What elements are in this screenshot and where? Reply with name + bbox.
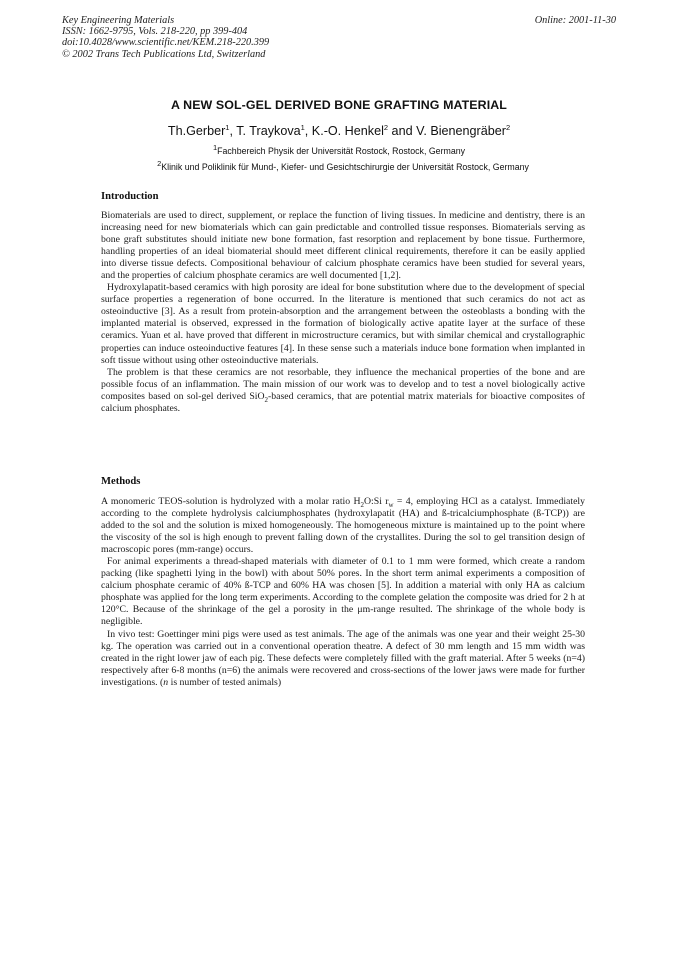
author-separator: ,	[229, 124, 237, 138]
intro-p3-text: The problem is that these ceramics are not resorbable, they influence the mechanical properties of the bone and are possible focus of an inflammation. The main mission of our work was to develop and to test a novel biologically active composites based on sol-gel derived SiO	[101, 366, 585, 402]
author-separator: and	[388, 124, 417, 138]
affiliation-1	[0, 143, 678, 156]
rw-subscript: w	[388, 500, 394, 509]
affiliation-text: Klinik und Poliklinik für Mund-, Kiefer- und Gesichtschirurgie der Universität Rostock, Germany	[161, 162, 529, 172]
methods-paragraph-3	[101, 629, 585, 689]
methods-heading: Methods	[101, 476, 141, 487]
author-affiliation-mark: 1	[300, 122, 305, 132]
introduction-heading: Introduction	[101, 191, 159, 202]
author-separator: ,	[304, 124, 312, 138]
doi-line[interactable]: doi:10.4028/www.scientific.net/KEM.218-220.399	[62, 37, 270, 49]
methods-section	[101, 496, 585, 689]
h2o-subscript: 2	[360, 500, 365, 509]
n-symbol: n	[163, 676, 169, 688]
methods-p1-text-mid: O:Si r	[364, 496, 389, 507]
author-name: K.-O. Henkel	[311, 124, 384, 138]
author-affiliation-mark: 2	[505, 122, 511, 132]
methods-paragraph-1	[101, 496, 585, 556]
sio2-subscript: 2	[264, 395, 269, 404]
author-list	[0, 124, 678, 138]
intro-p3-text-end: -based ceramics, that are potential matrix materials for bioactive composites of calcium phosphates.	[101, 390, 585, 414]
intro-paragraph-1: Biomaterials are used to direct, supplement, or replace the function of living tissues. In medicine and dentistry, there is an increasing need for new biomaterials which can gain predictable and controlled tissue responses. Biomaterials serving as bone graft substitutes should initiate new bone formation, fast resorption and replacement by bone tissue. Furthermore, handling properties of an ideal biomaterial should meet different clinical requirements, therefore it can be easily applied into diverse tissue defects. Compositional behaviour of calcium phosphate ceramics have been studied for several years, and the properties of calcium phosphate ceramics are well documented [1,2].	[101, 210, 585, 282]
methods-p3-text-end: is number of tested animals)	[168, 676, 282, 688]
paper-title: A NEW SOL-GEL DERIVED BONE GRAFTING MATERIAL	[171, 98, 507, 112]
methods-p1-text-end: = 4, employing HCl as a catalyst. Immediately according to the complete hydrolysis calciumphosphates (hydroxylapatit (HA) and ß-tricalciumphosphate (ß-TCP)) are added to the sol and the solution is mixed homogeneously. The homogeneous mixture is maintained up to the point where the viscosity of the sol is high enough to prevent falling down of the crystallites. During the sol to gel transition design of macroscopic pores (mm-range) occurs.	[101, 496, 585, 556]
intro-paragraph-3	[101, 367, 585, 415]
methods-p1-text: A monomeric TEOS-solution is hydrolyzed with a molar ratio H	[101, 496, 361, 507]
issn-line: ISSN: 1662-9795, Vols. 218-220, pp 399-404	[62, 26, 248, 38]
author-name: Th.Gerber	[167, 124, 226, 138]
methods-paragraph-2: For animal experiments a thread-shaped materials with diameter of 0.1 to 1 mm were formed, which create a random packing (like spaghetti lying in the bowl) with about 50% pores. In the short term animal experiments a composition of calcium phosphate ceramic of 40% ß-TCP and 60% HA was chosen [5]. In addition a material with only HA as calcium phosphate was applied for the long term experiments. According to the complete gelation the composite was dried for 2 h at 120°C. Because of the shrinkage of the gel a porosity in the μm-range resulted. The shrinkage of the whole body is negligible.	[101, 556, 585, 628]
intro-paragraph-2: Hydroxylapatit-based ceramics with high porosity are ideal for bone substitution where due to the development of special surface properties a regeneration of bone occurred. In the literature is mentioned that such ceramics do not act as osteoinductive [3]. As a result from protein-absorption and the arrangement between the osteoblasts a bonding with the implanted material is observed, expressed in the formation of biologically active apatite layer at the surface of these ceramics. Yuan et al. have proved that different in microstructure ceramics, but with similar chemical and crystallographic properties can induce osteoinductive features [4]. In these sense such a materials induce bone formation when implanted in soft tissue without using other osteoinductive materials.	[101, 282, 585, 366]
copyright-line: © 2002 Trans Tech Publications Ltd, Switzerland	[62, 48, 266, 60]
journal-header	[62, 15, 269, 60]
journal-name: Key Engineering Materials	[62, 15, 175, 26]
methods-p3-text: In vivo test: Goettinger mini pigs were used as test animals. The age of the animals was one year and their weight 25-30 kg. The operation was carried out in a conventional operation theatre. A defect of 30 mm length and 15 mm width was created in the right lower jaw of each pig. These defects were completely filled with the graft material. After 5 weeks (n=4) respectively after 6-8 months (n=6) the animals were recovered and cross-sections of the lower jaws were made for further investigations. (	[101, 628, 585, 688]
affiliation-mark: 1	[212, 143, 218, 153]
affiliation-text: Fachbereich Physik der Universität Rostock, Rostock, Germany	[217, 146, 466, 156]
online-date: Online: 2001-11-30	[534, 15, 616, 26]
affiliation-mark: 2	[157, 159, 162, 169]
affiliation-2	[4, 159, 678, 172]
author-affiliation-mark: 1	[225, 122, 230, 132]
author-name: V. Bienengräber	[416, 124, 506, 138]
author-affiliation-mark: 2	[383, 122, 389, 132]
author-name: T. Traykova	[236, 124, 301, 138]
introduction-section	[101, 210, 585, 415]
